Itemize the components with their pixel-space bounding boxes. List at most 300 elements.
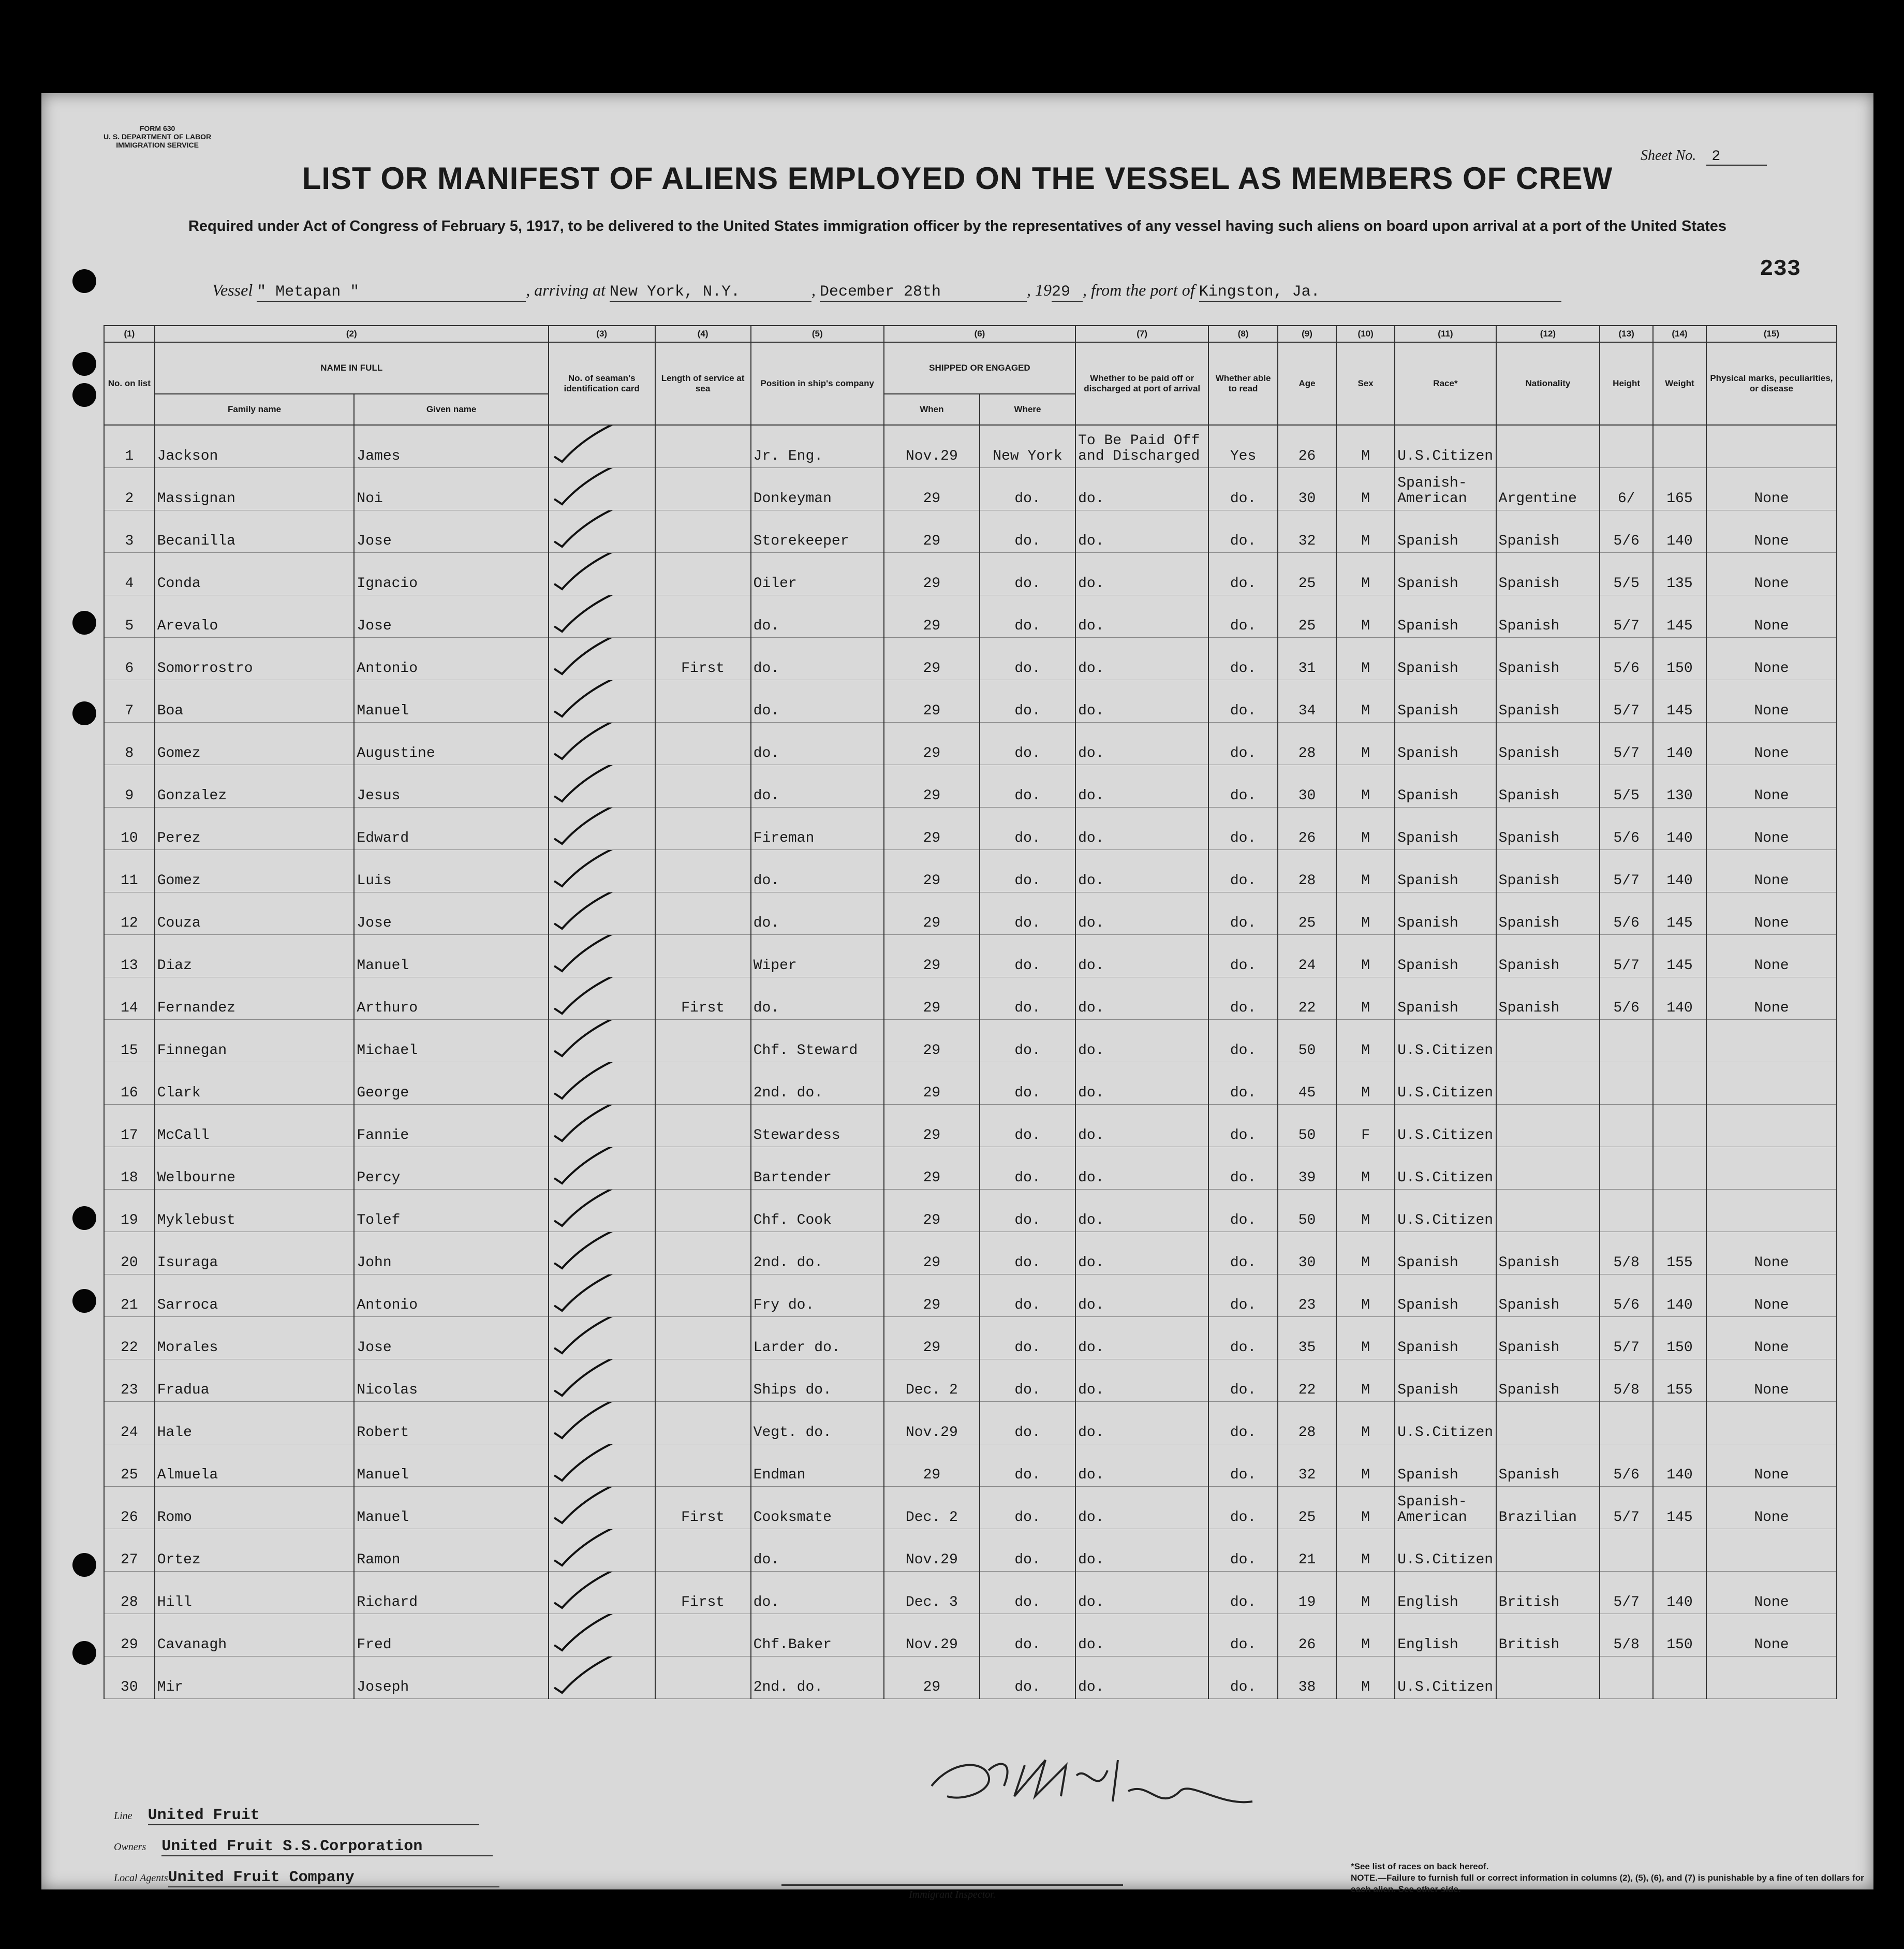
cell-marks: None [1706,1317,1837,1359]
cell-height [1600,1062,1653,1105]
cell-given: Edward [354,808,548,850]
cell-marks: None [1706,892,1837,935]
cell-position: do. [751,680,884,723]
id-card-checkmark [549,850,655,892]
cell-height: 5/6 [1600,808,1653,850]
cell-where: do. [980,468,1075,510]
crew-table [104,325,1837,1699]
table-row [104,1402,1837,1444]
cell-nationality: British [1496,1572,1600,1614]
cell-given: Jose [354,595,548,638]
table-row [104,1359,1837,1402]
cell-weight: 145 [1653,935,1706,977]
table-row [104,1657,1837,1699]
cell-paid: do. [1075,1444,1208,1487]
cell-marks [1706,425,1837,468]
table-row [104,1487,1837,1529]
cell-given: Tolef [354,1190,548,1232]
cell-read: do. [1208,468,1278,510]
cell-family: Gomez [155,850,355,892]
cell-marks: None [1706,638,1837,680]
cell-when: 29 [884,510,980,553]
cell-sex: M [1336,1317,1395,1359]
cell-position: Cooksmate [751,1487,884,1529]
cell-position: Oiler [751,553,884,595]
cell-sex: M [1336,1614,1395,1657]
cell-read: do. [1208,1402,1278,1444]
cell-where: do. [980,638,1075,680]
cell-weight: 130 [1653,765,1706,808]
cell-age: 26 [1278,808,1336,850]
col-num-6: (6) [884,326,1075,342]
cell-position: Fry do. [751,1274,884,1317]
cell-no: 15 [104,1020,155,1062]
cell-sex: M [1336,1147,1395,1190]
cell-height [1600,1529,1653,1572]
cell-no: 11 [104,850,155,892]
cell-race: U.S.Citizen [1395,1062,1496,1105]
cell-when: 29 [884,1657,980,1699]
table-row [104,595,1837,638]
cell-height: 5/6 [1600,977,1653,1020]
cell-age: 50 [1278,1105,1336,1147]
cell-family: Diaz [155,935,355,977]
cell-sex: M [1336,1020,1395,1062]
cell-given: Ramon [354,1529,548,1572]
cell-paid: do. [1075,638,1208,680]
cell-when: 29 [884,638,980,680]
id-card-checkmark [549,553,655,595]
column-number-row [104,326,1837,342]
cell-where: do. [980,850,1075,892]
id-card-checkmark [549,1444,655,1487]
vessel-label: Vessel [212,281,253,299]
cell-family: Fradua [155,1359,355,1402]
cell-family: Mir [155,1657,355,1699]
cell-race: Spanish [1395,553,1496,595]
id-card-checkmark [549,1487,655,1529]
cell-given: John [354,1232,548,1274]
header-row-1 [104,342,1837,394]
checkmark-icon [549,935,653,974]
cell-read: do. [1208,1317,1278,1359]
cell-age: 31 [1278,638,1336,680]
cell-where: do. [980,553,1075,595]
cell-paid: do. [1075,723,1208,765]
cell-height: 5/7 [1600,935,1653,977]
cell-read: do. [1208,1614,1278,1657]
punch-hole [72,611,96,635]
col-num-8: (8) [1208,326,1278,342]
cell-service [655,850,751,892]
races-note: *See list of races on back hereof. [1351,1862,1489,1871]
cell-nationality: Spanish [1496,935,1600,977]
cell-race: U.S.Citizen [1395,1105,1496,1147]
cell-sex: M [1336,468,1395,510]
cell-marks: None [1706,680,1837,723]
cell-age: 21 [1278,1529,1336,1572]
cell-race: U.S.Citizen [1395,1020,1496,1062]
cell-weight: 140 [1653,723,1706,765]
cell-family: Jackson [155,425,355,468]
cell-height: 6/ [1600,468,1653,510]
cell-family: Morales [155,1317,355,1359]
cell-height [1600,1147,1653,1190]
cell-nationality [1496,1020,1600,1062]
table-row [104,935,1837,977]
cell-sex: M [1336,510,1395,553]
col-num-3: (3) [549,326,655,342]
cell-family: Gonzalez [155,765,355,808]
cell-weight: 145 [1653,892,1706,935]
table-row [104,1062,1837,1105]
id-card-checkmark [549,1062,655,1105]
checkmark-icon [549,1147,653,1186]
cell-when: 29 [884,553,980,595]
cell-no: 4 [104,553,155,595]
cell-race: U.S.Citizen [1395,1147,1496,1190]
table-row [104,1444,1837,1487]
arrival-year: 29 [1052,283,1083,302]
cell-marks: None [1706,1614,1837,1657]
cell-no: 27 [104,1529,155,1572]
cell-position: 2nd. do. [751,1062,884,1105]
cell-no: 30 [104,1657,155,1699]
cell-family: Myklebust [155,1190,355,1232]
cell-nationality [1496,1147,1600,1190]
cell-family: Somorrostro [155,638,355,680]
cell-paid: do. [1075,595,1208,638]
cell-race: Spanish [1395,765,1496,808]
cell-read: do. [1208,1020,1278,1062]
checkmark-icon [549,850,653,889]
checkmark-icon [549,1529,653,1569]
cell-nationality: Spanish [1496,1444,1600,1487]
cell-race: Spanish [1395,510,1496,553]
table-row [104,1190,1837,1232]
owners-label: Owners [114,1841,146,1853]
checkmark-icon [549,553,653,592]
cell-sex: M [1336,553,1395,595]
cell-height: 5/6 [1600,638,1653,680]
cell-age: 25 [1278,595,1336,638]
cell-position: Endman [751,1444,884,1487]
cell-paid: do. [1075,1190,1208,1232]
cell-no: 5 [104,595,155,638]
id-card-checkmark [549,1614,655,1657]
cell-weight: 165 [1653,468,1706,510]
cell-service [655,1190,751,1232]
cell-where: do. [980,1657,1075,1699]
cell-when: 29 [884,680,980,723]
cell-position: do. [751,892,884,935]
footer-agents [114,1869,499,1887]
cell-position: Larder do. [751,1317,884,1359]
cell-position: do. [751,765,884,808]
cell-paid: do. [1075,1020,1208,1062]
cell-height [1600,1402,1653,1444]
col-num-11: (11) [1395,326,1496,342]
cell-no: 26 [104,1487,155,1529]
cell-given: Percy [354,1147,548,1190]
page-subtitle: Required under Act of Congress of February 5, 1917, to be delivered to the United States immigration officer by the representatives of any vessel having such aliens on board upon arrival at a port of the United States [188,218,1727,235]
cell-read: do. [1208,680,1278,723]
cell-race: Spanish [1395,595,1496,638]
cell-weight [1653,1529,1706,1572]
cell-given: Manuel [354,680,548,723]
cell-sex: M [1336,595,1395,638]
checkmark-icon [549,1190,653,1229]
cell-no: 6 [104,638,155,680]
cell-service: First [655,1487,751,1529]
cell-where: New York [980,425,1075,468]
cell-race: U.S.Citizen [1395,1190,1496,1232]
cell-age: 32 [1278,1444,1336,1487]
table-row [104,1529,1837,1572]
cell-nationality: Brazilian [1496,1487,1600,1529]
cell-when: 29 [884,1147,980,1190]
cell-nationality [1496,1402,1600,1444]
cell-when: 29 [884,850,980,892]
cell-weight [1653,1105,1706,1147]
checkmark-icon [549,1274,653,1314]
cell-no: 23 [104,1359,155,1402]
cell-position: Donkeyman [751,468,884,510]
header-race: Race* [1395,342,1496,425]
cell-weight [1653,1020,1706,1062]
cell-race: Spanish-American [1395,468,1496,510]
cell-where: do. [980,1105,1075,1147]
cell-given: Nicolas [354,1359,548,1402]
cell-service: First [655,1572,751,1614]
cell-nationality: Spanish [1496,1359,1600,1402]
id-card-checkmark [549,935,655,977]
cell-read: do. [1208,1105,1278,1147]
cell-height: 5/7 [1600,850,1653,892]
cell-age: 25 [1278,892,1336,935]
cell-family: Arevalo [155,595,355,638]
punch-hole [72,701,96,725]
cell-weight [1653,1190,1706,1232]
sheet-number-value: 2 [1706,149,1767,166]
cell-nationality: Spanish [1496,723,1600,765]
checkmark-icon [549,1359,653,1399]
cell-sex: M [1336,935,1395,977]
checkmark-icon [549,1020,653,1059]
cell-given: Augustine [354,723,548,765]
cell-sex: M [1336,1402,1395,1444]
cell-where: do. [980,1444,1075,1487]
id-card-checkmark [549,468,655,510]
cell-service [655,1657,751,1699]
cell-family: Becanilla [155,510,355,553]
cell-sex: M [1336,638,1395,680]
cell-age: 50 [1278,1020,1336,1062]
cell-service [655,425,751,468]
cell-no: 28 [104,1572,155,1614]
cell-no: 3 [104,510,155,553]
cell-family: Almuela [155,1444,355,1487]
header-shipped: SHIPPED OR ENGAGED [884,342,1075,394]
cell-when: 29 [884,595,980,638]
table-row [104,1614,1837,1657]
cell-when: Nov.29 [884,1614,980,1657]
cell-service [655,1529,751,1572]
cell-age: 50 [1278,1190,1336,1232]
cell-given: Jose [354,1317,548,1359]
cell-sex: M [1336,1190,1395,1232]
cell-weight: 140 [1653,510,1706,553]
from-label: , from the port of [1082,281,1195,299]
cell-no: 22 [104,1317,155,1359]
cell-nationality [1496,1657,1600,1699]
checkmark-icon [549,1444,653,1484]
cell-where: do. [980,935,1075,977]
cell-marks: None [1706,723,1837,765]
cell-given: Manuel [354,1444,548,1487]
cell-when: 29 [884,468,980,510]
line-label: Line [114,1810,132,1822]
cell-read: do. [1208,1232,1278,1274]
inspector-signature [911,1739,1263,1822]
col-num-12: (12) [1496,326,1600,342]
checkmark-icon [549,892,653,932]
cell-no: 20 [104,1232,155,1274]
table-row [104,1317,1837,1359]
cell-marks: None [1706,1359,1837,1402]
checkmark-icon [549,1062,653,1102]
cell-nationality: Spanish [1496,1232,1600,1274]
cell-service [655,680,751,723]
table-row [104,1572,1837,1614]
cell-given: Fred [354,1614,548,1657]
table-row [104,1147,1837,1190]
cell-family: Boa [155,680,355,723]
punch-hole [72,1641,96,1665]
cell-marks [1706,1147,1837,1190]
cell-age: 22 [1278,977,1336,1020]
header-no: No. on list [104,342,155,425]
cell-weight: 150 [1653,1317,1706,1359]
cell-paid: do. [1075,1232,1208,1274]
cell-family: Isuraga [155,1232,355,1274]
cell-nationality [1496,425,1600,468]
punch-hole [72,1206,96,1230]
cell-given: Jose [354,892,548,935]
cell-read: do. [1208,1359,1278,1402]
cell-given: Arthuro [354,977,548,1020]
cell-when: Dec. 3 [884,1572,980,1614]
cell-race: Spanish [1395,723,1496,765]
cell-position: Fireman [751,808,884,850]
cell-nationality [1496,1529,1600,1572]
cell-age: 22 [1278,1359,1336,1402]
cell-age: 23 [1278,1274,1336,1317]
cell-weight [1653,1657,1706,1699]
cell-race: Spanish [1395,1359,1496,1402]
cell-height: 5/8 [1600,1359,1653,1402]
cell-where: do. [980,1062,1075,1105]
cell-given: Manuel [354,935,548,977]
cell-paid: do. [1075,1105,1208,1147]
checkmark-icon [549,425,653,464]
cell-sex: M [1336,1657,1395,1699]
cell-service [655,1020,751,1062]
cell-sex: M [1336,723,1395,765]
checkmark-icon [549,1657,653,1696]
cell-service [655,468,751,510]
cell-position: do. [751,1529,884,1572]
inspector-label: Immigrant Inspector. [781,1884,1123,1901]
cell-no: 8 [104,723,155,765]
cell-height: 5/7 [1600,1487,1653,1529]
cell-weight: 145 [1653,595,1706,638]
cell-nationality: Spanish [1496,765,1600,808]
cell-given: Manuel [354,1487,548,1529]
cell-position: Chf. Cook [751,1190,884,1232]
cell-read: do. [1208,1444,1278,1487]
checkmark-icon [549,1572,653,1611]
cell-service [655,1402,751,1444]
cell-read: do. [1208,935,1278,977]
cell-marks: None [1706,1444,1837,1487]
checkmark-icon [549,680,653,720]
checkmark-icon [549,1402,653,1441]
cell-sex: M [1336,808,1395,850]
cell-when: 29 [884,977,980,1020]
id-card-checkmark [549,680,655,723]
cell-where: do. [980,1614,1075,1657]
cell-age: 26 [1278,425,1336,468]
cell-age: 39 [1278,1147,1336,1190]
cell-position: do. [751,638,884,680]
table-row [104,1232,1837,1274]
checkmark-icon [549,1487,653,1526]
cell-race: U.S.Citizen [1395,425,1496,468]
year-prefix: 19 [1035,281,1052,299]
cell-height: 5/6 [1600,510,1653,553]
cell-given: Antonio [354,638,548,680]
cell-height: 5/7 [1600,723,1653,765]
cell-given: Fannie [354,1105,548,1147]
cell-height [1600,425,1653,468]
id-card-checkmark [549,1657,655,1699]
cell-weight [1653,1147,1706,1190]
cell-sex: M [1336,1359,1395,1402]
cell-service [655,1317,751,1359]
cell-paid: do. [1075,1657,1208,1699]
cell-marks: None [1706,468,1837,510]
cell-service [655,595,751,638]
cell-no: 12 [104,892,155,935]
cell-nationality: Spanish [1496,595,1600,638]
cell-family: Massignan [155,468,355,510]
cell-weight: 150 [1653,1614,1706,1657]
cell-given: Michael [354,1020,548,1062]
cell-given: Richard [354,1572,548,1614]
cell-read: do. [1208,1657,1278,1699]
cell-position: Wiper [751,935,884,977]
cell-weight: 140 [1653,1444,1706,1487]
table-row [104,765,1837,808]
cell-read: do. [1208,1529,1278,1572]
cell-no: 29 [104,1614,155,1657]
cell-service: First [655,638,751,680]
punch-hole [72,269,96,293]
cell-family: Finnegan [155,1020,355,1062]
cell-no: 10 [104,808,155,850]
col-num-15: (15) [1706,326,1837,342]
